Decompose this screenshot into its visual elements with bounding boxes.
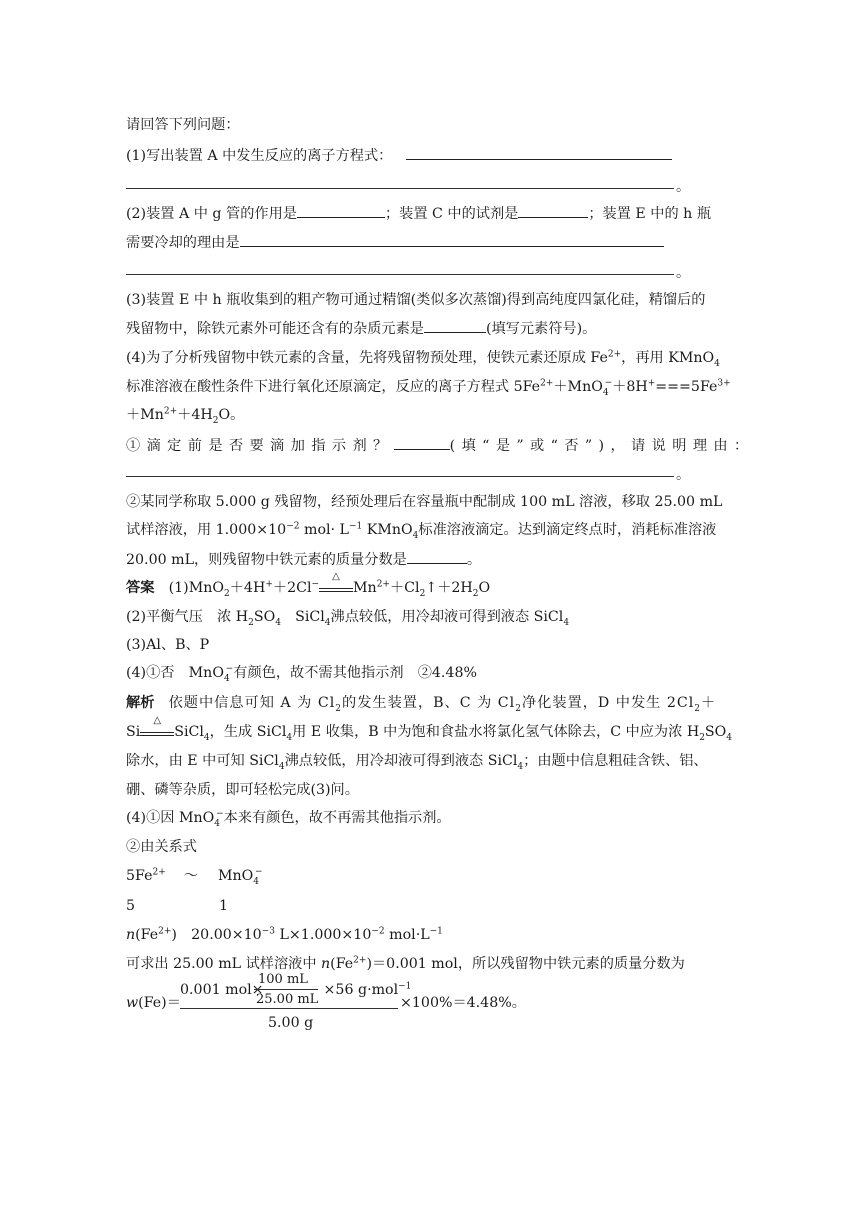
answer-2: (2)平衡气压 浓 $H_2SO_4$ SiCl$_4$沸点较低，用冷却液可得到液态 SiCl$_4$ (126, 609, 570, 628)
analysis-2: Si △ SiCl$_4$，生成 SiCl$_4$用 E 收集，B 中为饱和食盐水将氯化氢气体除去，C 中应为浓 $H_2SO_4$ (126, 715, 733, 743)
formula-numerator: 0.001 mol× ×56 g·mol$^{-1}$ (180, 981, 412, 998)
formula-denominator: 5.00 g (268, 1015, 314, 1031)
question-4-line-2: 标准溶液在酸性条件下进行氧化还原滴定，反应的离子方程式 $5Fe^{2+}+MnO_4^-+8H^+===5Fe^{3+}$ (126, 378, 731, 398)
heating-condition: △ (140, 724, 174, 736)
question-4-sub-2-line-3: 20.00 mL，则残留物中铁元素的质量分数是 。 (126, 549, 481, 570)
answer-3: (3)Al、B、P (126, 637, 210, 653)
question-4: (4)为了分析残留物中铁元素的含量，先将残留物预处理，使铁元素还原成 $Fe^{2+}$，再用 KMnO$_4$ (126, 349, 720, 369)
formula-lhs: w(Fe)＝ (126, 995, 181, 1011)
analysis-3: 除水，由 E 中可知 SiCl$_4$沸点较低，用冷却液可得到液态 SiCl$_4$；由题中信息粗硅含铁、铝、 (126, 753, 708, 772)
relation-row-3: $n(Fe^{2+})$ $20.00\times 10^{-3}$ $L\times 1.000\times 10^{-2}$ $mol\cdot L^{-1}$ (126, 926, 443, 943)
analysis-label: 解析 (126, 695, 155, 711)
intro-text: 请回答下列问题： (126, 117, 240, 133)
question-3: (3)装置 E 中 h 瓶收集到的粗产物可通过精馏(类似多次蒸馏)得到高纯度四氯化硅，精馏后的 (126, 292, 706, 308)
analysis-7: 可求出 25.00 mL 试样溶液中 $n(Fe^{2+})=0.001$ mol，所以残留物中铁元素的质量分数为 (126, 955, 685, 972)
heating-condition: △ (319, 580, 353, 592)
answer-4: (4)①否 MnO$_4$−有颜色，故不需其他指示剂 ②4.48% (126, 664, 477, 684)
answer-label: 答案 (126, 580, 155, 596)
question-2-line-2: 需要冷却的理由是 (126, 232, 664, 253)
period: 。 (676, 467, 691, 483)
formula-result: ×100%＝4.48%。 (400, 995, 526, 1011)
answer-blank (394, 435, 450, 450)
period: 。 (676, 265, 691, 281)
question-2: (2)装置 A 中 g 管的作用是 ；装置 C 中的试剂是 ；装置 E 中的 h 瓶 (126, 203, 711, 224)
answer-1: 答案 (1)MnO$_2$＋4H+＋2Cl− △ $Mn^{2+}+Cl_2↑+2H_2O$ (126, 571, 491, 599)
answer-blank (297, 203, 385, 218)
question-4-line-3: $+Mn^{2+}+4H_2O$。 (126, 406, 245, 426)
answer-blank (407, 549, 467, 564)
question-1: (1)写出装置 A 中发生反应的离子方程式： (126, 145, 672, 166)
question-4-sub-2-line-2: 试样溶液，用 $1.000\times 10^{-2}$ $mol\cdot L^{-1}$ KMnO$_4$标准溶液滴定。达到滴定终点时，消耗标准溶液 (126, 521, 717, 541)
relation-row-2: 5 1 (126, 898, 229, 914)
question-4-sub-2: ②某同学称取 5.000 g 残留物，经预处理后在容量瓶中配制成 100 mL 溶液，移取 25.00 mL (126, 494, 723, 510)
answer-line (126, 274, 674, 275)
answer-blank (406, 145, 672, 160)
period: 。 (676, 179, 691, 195)
answer-blank (518, 203, 588, 218)
answer-line (126, 188, 674, 189)
question-3-line-2: 残留物中，除铁元素外可能还含有的杂质元素是 (填写元素符号)。 (126, 318, 596, 339)
answer-blank (424, 318, 486, 333)
answer-line (126, 476, 674, 477)
inner-denominator: 25.00 mL (256, 992, 319, 1007)
analysis-4: 硼、磷等杂质，即可轻松完成(3)问。 (126, 782, 359, 798)
analysis-6: ②由关系式 (126, 839, 197, 855)
answer-blank (240, 232, 664, 247)
analysis-5: (4)①因 MnO$_4$−本来有颜色，故不再需其他指示剂。 (126, 809, 451, 829)
fraction-line (180, 1008, 398, 1009)
relation-row-1: $5Fe^{2+}$ ～ MnO$_4$− (126, 867, 263, 887)
analysis-1: 解析 依题中信息可知 A 为 $Cl_2$的发生装置，B、C 为 $Cl_2$净化装置，D 中发生 $2Cl_2+$ (126, 695, 717, 714)
inner-numerator: 100 mL (258, 972, 308, 987)
question-4-sub-1: ①滴定前是否要滴加指示剂？ (填“是”或“否”)，请说明理由： (126, 435, 755, 456)
